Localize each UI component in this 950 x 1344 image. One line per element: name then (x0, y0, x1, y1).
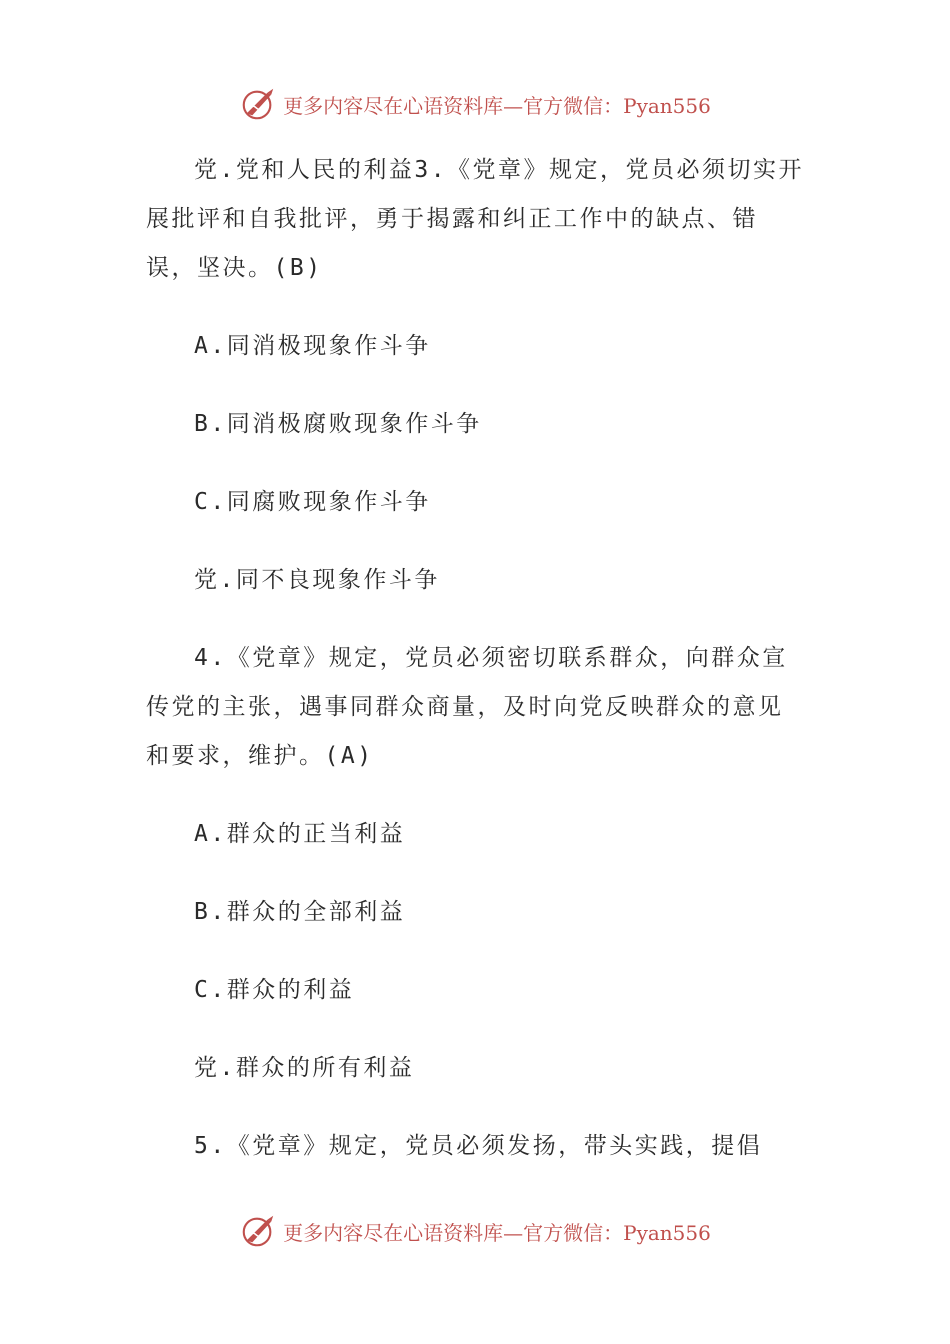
option-3a: A.同消极现象作斗争 (194, 333, 431, 359)
option-4d: 党.群众的所有利益 (194, 1055, 415, 1081)
option-3d: 党.同不良现象作斗争 (194, 567, 440, 593)
pen-logo-icon (239, 1212, 277, 1250)
option-3c: C.同腐败现象作斗争 (194, 489, 431, 515)
pen-logo-icon (239, 85, 277, 123)
footer-banner-text: 更多内容尽在心语资料库—官方微信：Pyan556 (283, 1220, 711, 1245)
paragraph-question-5: 5.《党章》规定，党员必须发扬，带头实践，提倡 (194, 1133, 763, 1159)
document-body (146, 146, 806, 1200)
paragraph-question-4: 4.《党章》规定，党员必须密切联系群众，向群众宣传党的主张，遇事同群众商量，及时向党反映群众的意见和要求，维护。(A) (146, 645, 788, 769)
option-4c: C.群众的利益 (194, 977, 355, 1003)
option-3b: B.同消极腐败现象作斗争 (194, 411, 482, 437)
header-banner (0, 82, 950, 126)
paragraph-question-3: 党.党和人民的利益3.《党章》规定，党员必须切实开展批评和自我批评，勇于揭露和纠正工作中的缺点、错误，坚决。(B) (146, 157, 805, 281)
footer-banner (0, 1209, 950, 1253)
header-banner-text: 更多内容尽在心语资料库—官方微信：Pyan556 (283, 93, 711, 118)
option-4a: A.群众的正当利益 (194, 821, 406, 847)
option-4b: B.群众的全部利益 (194, 899, 406, 925)
